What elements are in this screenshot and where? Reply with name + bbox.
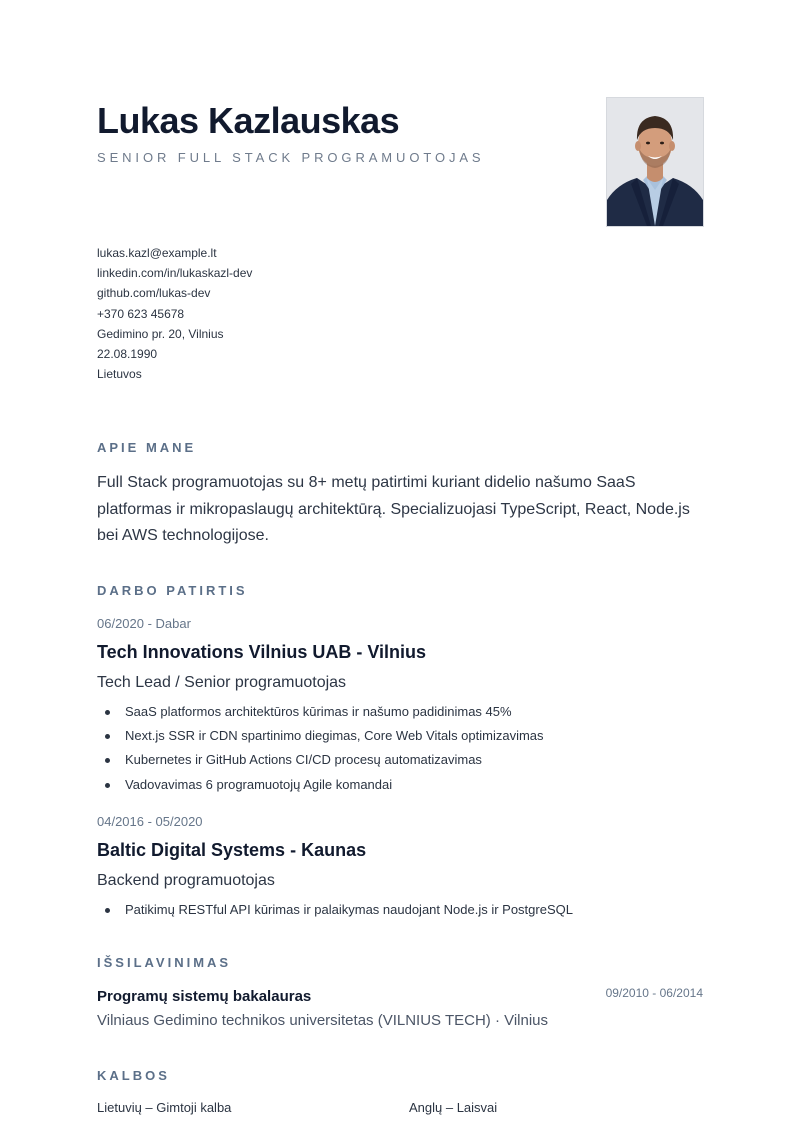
profile-photo-image [607, 98, 703, 226]
education-school: Vilniaus Gedimino technikos universitetas (VILNIUS TECH) · Vilnius [97, 1012, 549, 1029]
job-bullets [97, 901, 573, 925]
job-bullets [97, 703, 544, 800]
job-company: Baltic Digital Systems - Kaunas [97, 840, 367, 860]
email-link[interactable]: lukas.kazl@example.lt [97, 246, 217, 260]
job-role: Tech Lead / Senior programuotojas [97, 674, 347, 691]
education-degree: Programų sistemų bakalauras [97, 988, 312, 1005]
languages-heading: KALBOS [97, 1068, 170, 1083]
nationality: Lietuvos [97, 367, 142, 382]
job-bullet: Kubernetes ir GitHub Actions CI/CD procesų automatizavimas [97, 751, 544, 775]
job-date: 04/2016 - 05/2020 [97, 814, 203, 829]
job-bullet: Patikimų RESTful API kūrimas ir palaikymas naudojant Node.js ir PostgreSQL [97, 901, 573, 925]
phone-number: +370 623 45678 [97, 306, 185, 321]
birthdate: 22.08.1990 [97, 346, 158, 361]
linkedin-link[interactable]: linkedin.com/in/lukaskazl-dev [97, 266, 253, 281]
job-bullet: Next.js SSR ir CDN spartinimo diegimas, Core Web Vitals optimizavimas [97, 727, 544, 751]
profile-photo [607, 98, 703, 226]
job-role: Backend programuotojas [97, 872, 275, 889]
contact-list [97, 245, 252, 386]
person-name: Lukas Kazlauskas [97, 100, 400, 141]
job-bullet: Vadovavimas 6 programuotojų Agile komandai [97, 776, 544, 800]
job-title: SENIOR FULL STACK PROGRAMUOTOJAS [97, 150, 485, 165]
education-date: 09/2010 - 06/2014 [605, 986, 703, 1000]
job-date: 06/2020 - Dabar [97, 616, 191, 631]
language-item: Lietuvių – Gimtoji kalba [97, 1100, 232, 1115]
address: Gedimino pr. 20, Vilnius [97, 326, 224, 341]
language-item: Anglų – Laisvai [409, 1100, 498, 1115]
education-heading: IŠSILAVINIMAS [97, 955, 232, 970]
experience-heading: DARBO PATIRTIS [97, 583, 248, 598]
about-heading: APIE MANE [97, 440, 197, 455]
job-company: Tech Innovations Vilnius UAB - Vilnius [97, 642, 427, 662]
github-link[interactable]: github.com/lukas-dev [97, 286, 211, 301]
job-bullet: SaaS platformos architektūros kūrimas ir našumo padidinimas 45% [97, 703, 544, 727]
about-text: Full Stack programuotojas su 8+ metų patirtimi kuriant didelio našumo SaaS platformas ir mikropaslaugų architektūrą. Specializuojasi TypeScript, React, Node.js bei AWS technologijose. [97, 474, 690, 544]
